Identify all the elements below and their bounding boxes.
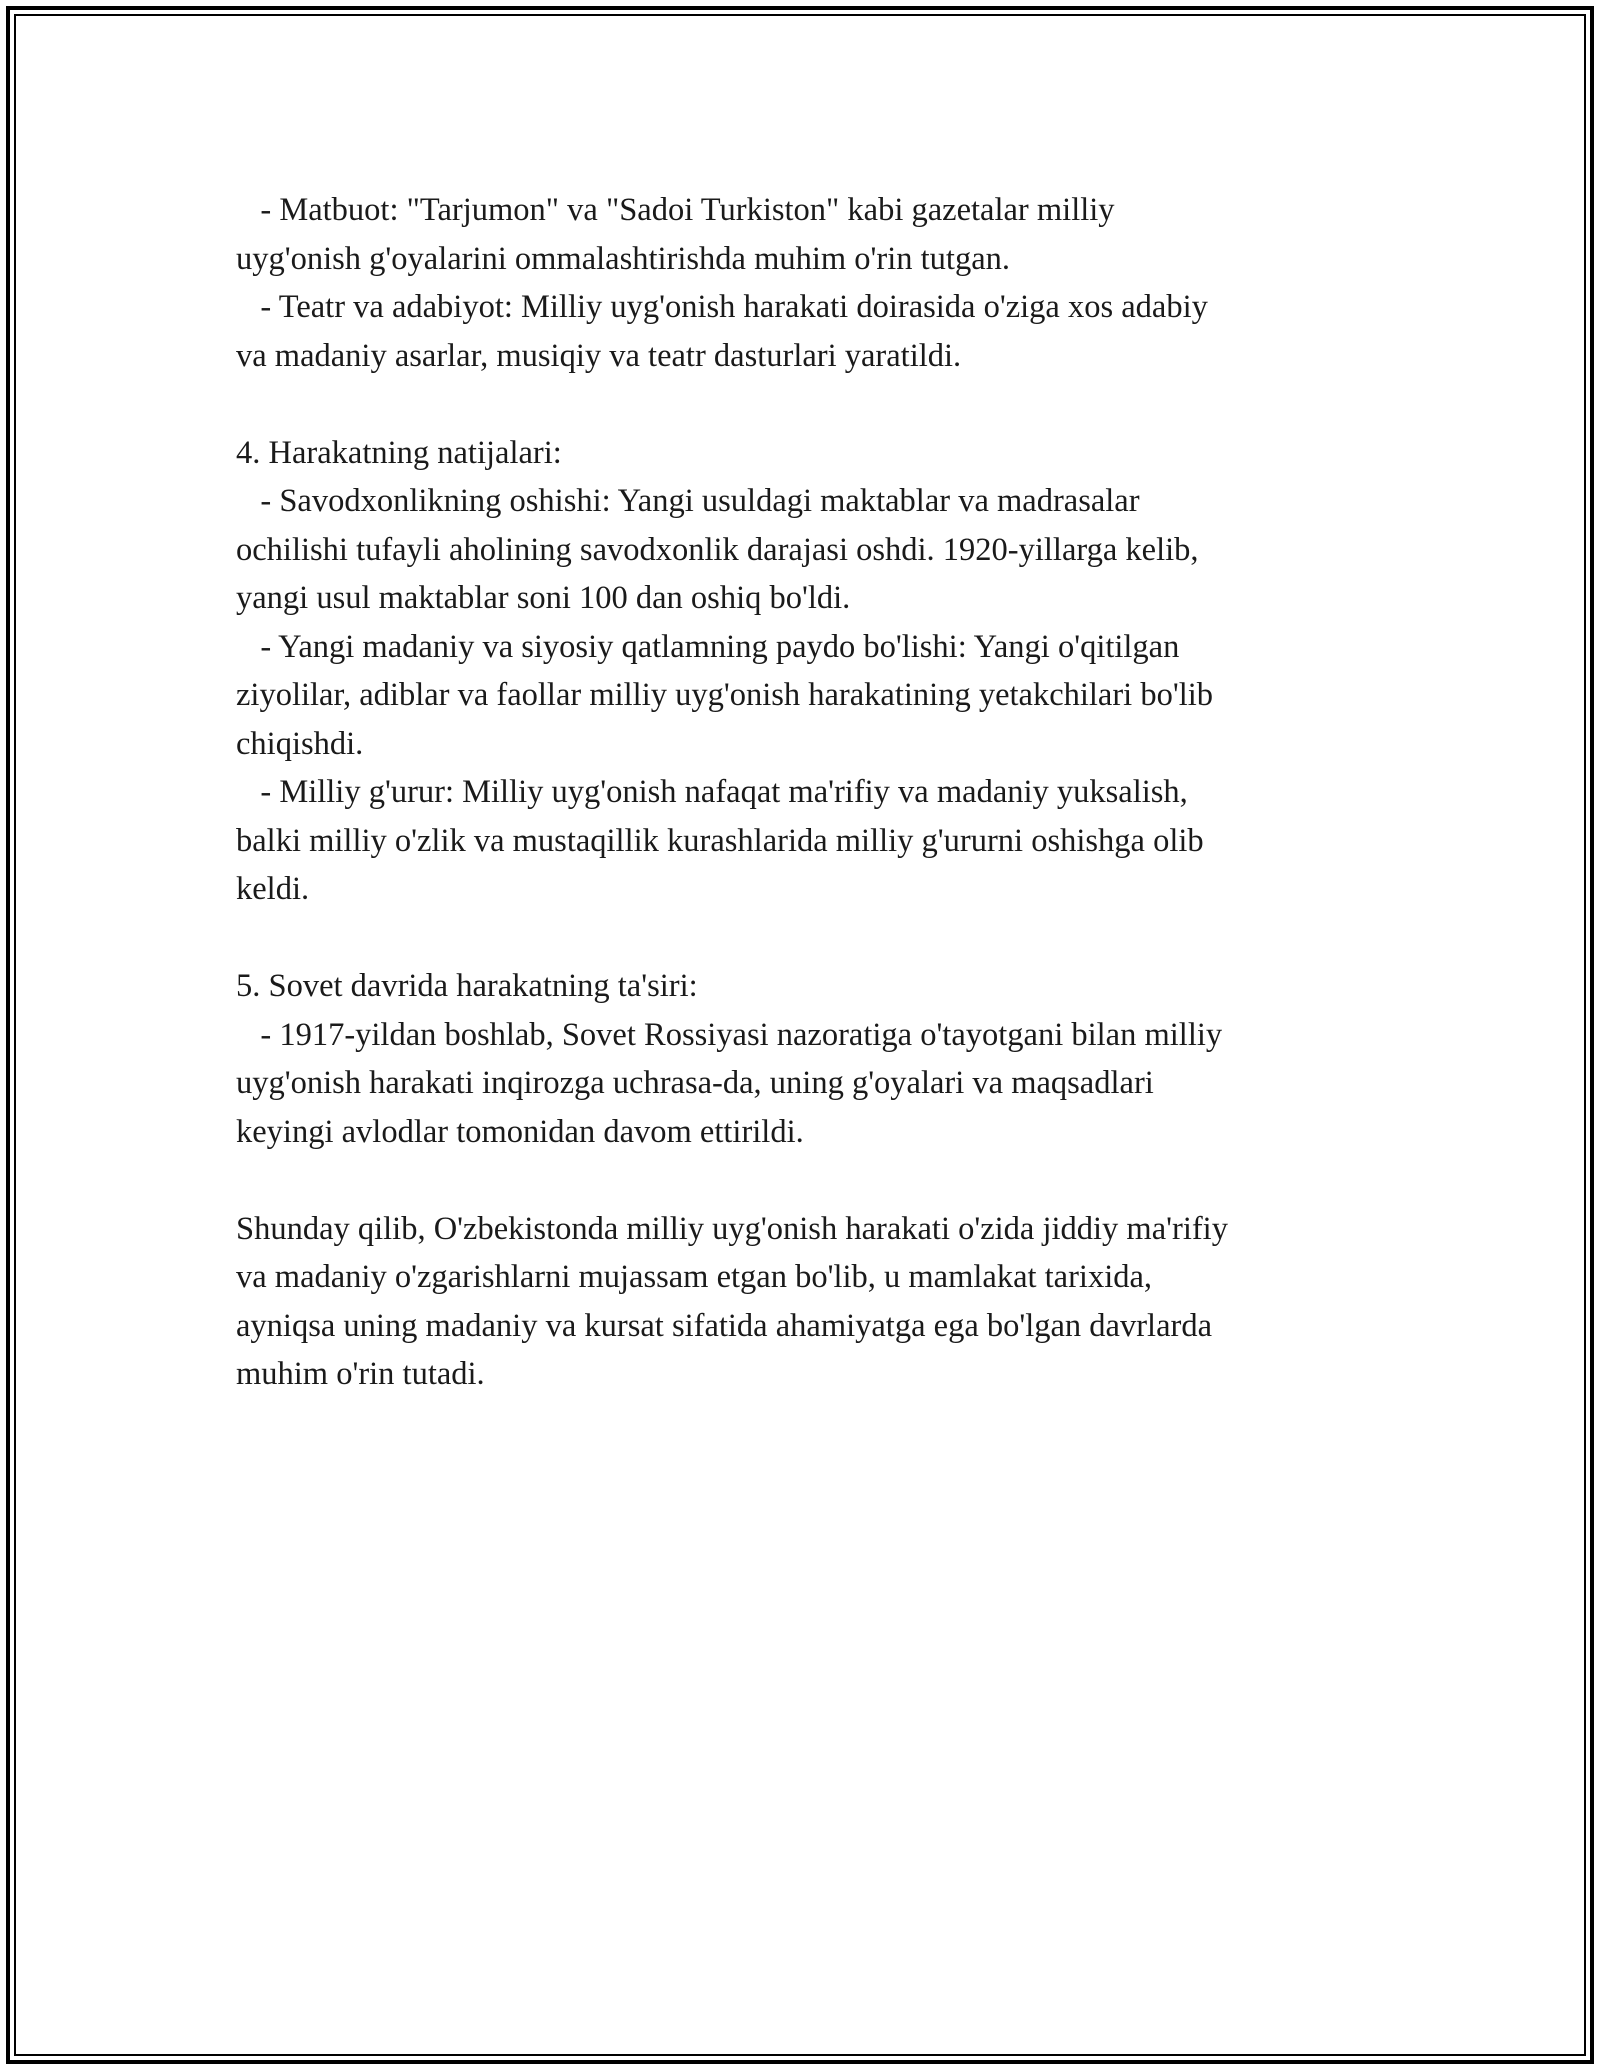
conclusion-line: va madaniy o'zgarishlarni mujassam etgan bo'lib, u mamlakat tarixida, bbox=[236, 1259, 1153, 1295]
document-body bbox=[236, 186, 1386, 1399]
conclusion-line: ayniqsa uning madaniy va kursat sifatida ahamiyatga ega bo'lgan davrlarda bbox=[236, 1307, 1212, 1344]
text-line: - Milliy g'urur: Milliy uyg'onish nafaqat ma'rifiy va madaniy yuksalish, bbox=[236, 774, 1188, 810]
text-line: - Matbuot: "Tarjumon" va "Sadoi Turkiston" kabi gazetalar milliy bbox=[236, 192, 1115, 228]
section-heading: 5. Sovet davrida harakatning ta'siri: bbox=[236, 968, 698, 1004]
text-line: - Yangi madaniy va siyosiy qatlamning paydo bo'lishi: Yangi o'qitilgan bbox=[236, 628, 1180, 665]
text-line: uyg'onish g'oyalarini ommalashtirishda muhim o'rin tutgan. bbox=[236, 240, 1011, 277]
conclusion-line: Shunday qilib, O'zbekistonda milliy uyg'onish harakati o'zida jiddiy ma'rifiy bbox=[236, 1210, 1228, 1247]
conclusion-line: muhim o'rin tutadi. bbox=[236, 1356, 485, 1392]
text-line: yangi usul maktablar soni 100 dan oshiq bo'ldi. bbox=[236, 580, 851, 616]
text-line: - 1917-yildan boshlab, Sovet Rossiyasi nazoratiga o'tayotgani bilan milliy bbox=[236, 1016, 1223, 1053]
blank-line bbox=[236, 914, 1386, 963]
text-line: ochilishi tufayli aholining savodxonlik darajasi oshdi. 1920-yillarga kelib, bbox=[236, 531, 1199, 568]
text-line: keyingi avlodlar tomonidan davom ettirildi. bbox=[236, 1113, 804, 1150]
text-line: ziyolilar, adiblar va faollar milliy uyg'onish harakatining yetakchilari bo'lib bbox=[236, 677, 1213, 713]
section-heading: 4. Harakatning natijalari: bbox=[236, 434, 562, 471]
text-line: balki milliy o'zlik va mustaqillik kurashlarida milliy g'ururni oshishga olib bbox=[236, 822, 1204, 859]
text-line: chiqishdi. bbox=[236, 725, 364, 762]
text-line: - Savodxonlikning oshishi: Yangi usuldagi maktablar va madrasalar bbox=[236, 483, 1140, 519]
text-line: keldi. bbox=[236, 871, 310, 907]
text-line: va madaniy asarlar, musiqiy va teatr dasturlari yaratildi. bbox=[236, 337, 962, 374]
text-line: - Teatr va adabiyot: Milliy uyg'onish harakati doirasida o'ziga xos adabiy bbox=[236, 289, 1208, 325]
text-line: uyg'onish harakati inqirozga uchrasa-da, uning g'oyalari va maqsadlari bbox=[236, 1065, 1154, 1101]
blank-line bbox=[236, 380, 1386, 429]
blank-line bbox=[236, 1156, 1386, 1205]
